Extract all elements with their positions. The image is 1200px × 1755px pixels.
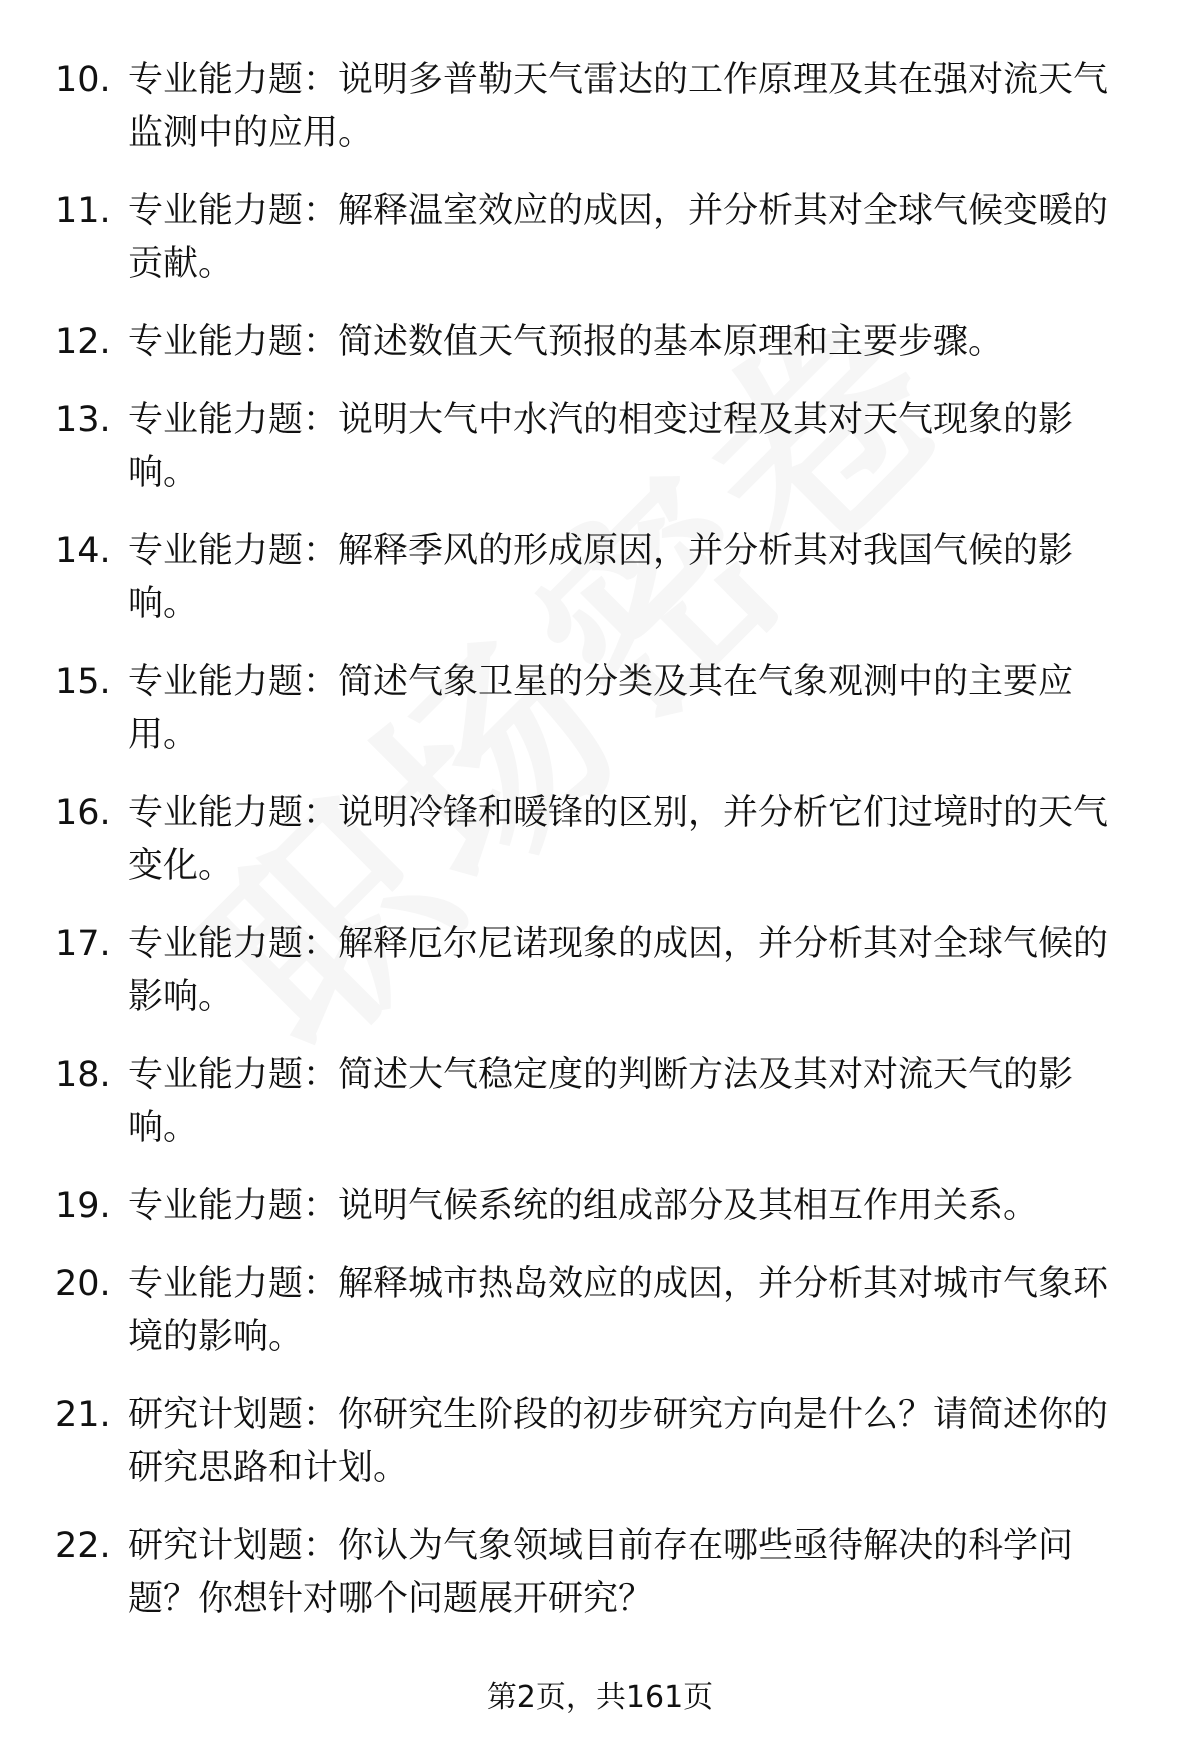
question-item xyxy=(0,54,1200,160)
question-item xyxy=(0,787,1200,893)
question-item xyxy=(0,525,1200,631)
question-text: 研究计划题：你研究生阶段的初步研究方向是什么？请简述你的研究思路和计划。 xyxy=(128,1395,1109,1488)
question-number: 10. xyxy=(55,60,111,100)
question-number: 16. xyxy=(55,793,111,833)
page-number-footer: 第2页，共161页 xyxy=(486,1680,714,1715)
question-item xyxy=(0,656,1200,762)
question-item xyxy=(0,185,1200,291)
question-number: 12. xyxy=(55,322,111,362)
question-text: 专业能力题：解释厄尔尼诺现象的成因，并分析其对全球气候的影响。 xyxy=(128,924,1109,1017)
question-item xyxy=(0,1049,1200,1155)
question-number: 17. xyxy=(55,924,111,964)
question-text: 专业能力题：解释季风的形成原因，并分析其对我国气候的影响。 xyxy=(128,531,1074,624)
question-item xyxy=(0,1389,1200,1495)
question-number: 14. xyxy=(55,531,111,571)
question-text: 专业能力题：简述大气稳定度的判断方法及其对对流天气的影响。 xyxy=(128,1055,1074,1148)
question-text: 研究计划题：你认为气象领域目前存在哪些亟待解决的科学问题？你想针对哪个问题展开研究？ xyxy=(128,1526,1074,1619)
question-text: 专业能力题：简述数值天气预报的基本原理和主要步骤。 xyxy=(128,322,1004,362)
question-number: 11. xyxy=(55,191,111,231)
question-number: 19. xyxy=(55,1186,111,1226)
question-item xyxy=(0,316,1200,369)
question-item xyxy=(0,1520,1200,1626)
question-text: 专业能力题：说明冷锋和暖锋的区别，并分析它们过境时的天气变化。 xyxy=(128,793,1109,886)
question-list xyxy=(0,54,1200,1651)
question-text: 专业能力题：说明气候系统的组成部分及其相互作用关系。 xyxy=(128,1186,1039,1226)
question-number: 20. xyxy=(55,1264,111,1304)
question-item xyxy=(0,918,1200,1024)
question-text: 专业能力题：解释温室效应的成因，并分析其对全球气候变暖的贡献。 xyxy=(128,191,1109,284)
question-number: 15. xyxy=(55,662,111,702)
question-item xyxy=(0,394,1200,500)
question-number: 18. xyxy=(55,1055,111,1095)
question-number: 13. xyxy=(55,400,111,440)
question-number: 22. xyxy=(55,1526,111,1566)
question-item xyxy=(0,1180,1200,1233)
question-text: 专业能力题：解释城市热岛效应的成因，并分析其对城市气象环境的影响。 xyxy=(128,1264,1109,1357)
question-item xyxy=(0,1258,1200,1364)
question-text: 专业能力题：说明多普勒天气雷达的工作原理及其在强对流天气监测中的应用。 xyxy=(128,60,1109,153)
question-number: 21. xyxy=(55,1395,111,1435)
question-text: 专业能力题：说明大气中水汽的相变过程及其对天气现象的影响。 xyxy=(128,400,1074,493)
question-text: 专业能力题：简述气象卫星的分类及其在气象观测中的主要应用。 xyxy=(128,662,1074,755)
